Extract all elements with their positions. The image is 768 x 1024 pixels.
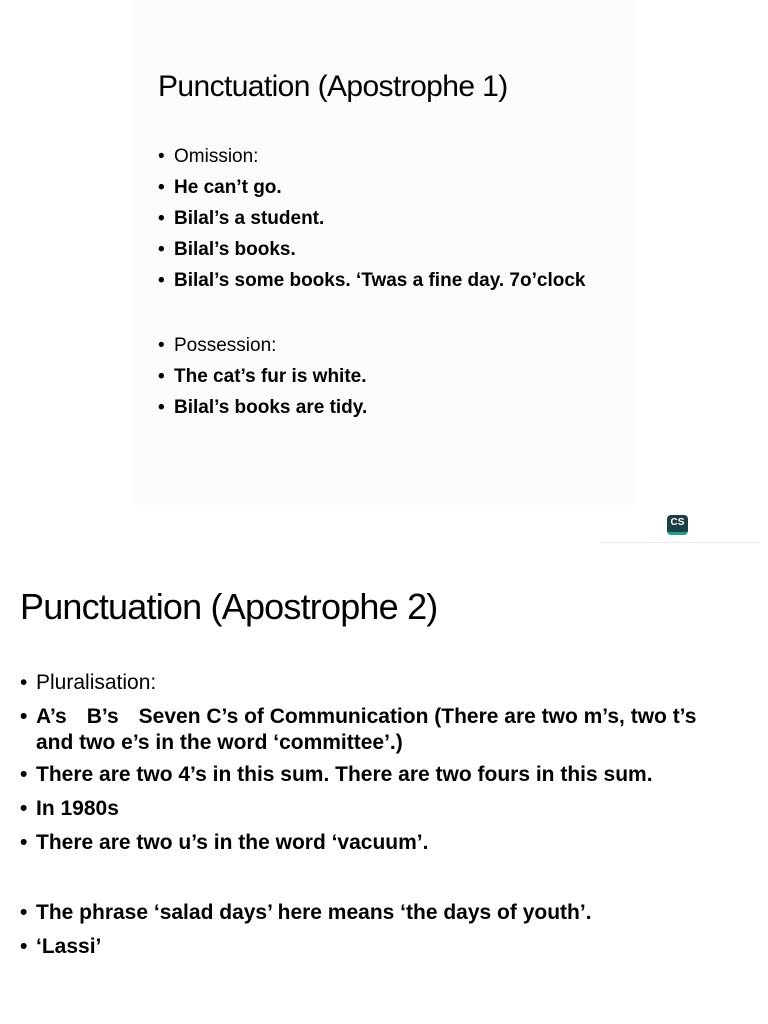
example-text: and two e’s in the word ‘committee’.)	[36, 731, 403, 754]
example-text: Bilal’s books.	[174, 239, 296, 260]
bullet-icon: •	[20, 935, 28, 958]
camscanner-logo-icon: CS	[667, 515, 688, 535]
list-item	[20, 762, 696, 788]
bullet-icon: •	[158, 270, 165, 291]
pluralisation-heading: Pluralisation:	[36, 671, 157, 694]
example-text: The cat’s fur is white.	[174, 366, 367, 387]
possession-list	[158, 332, 367, 425]
example-text: Bilal’s a student.	[174, 208, 325, 229]
example-text: A’s	[36, 705, 67, 728]
list-item	[20, 900, 592, 926]
list-item	[20, 830, 696, 856]
example-text: In 1980s	[36, 797, 119, 820]
omission-list	[158, 143, 585, 298]
list-item	[158, 143, 585, 174]
bullet-icon: •	[20, 671, 28, 694]
example-text: He can’t go.	[174, 177, 282, 198]
bullet-icon: •	[20, 831, 28, 854]
example-text: Seven C’s of Communication (There are two m’s, two t’s	[138, 705, 697, 728]
bullet-icon: •	[158, 146, 165, 167]
bullet-icon: •	[158, 335, 165, 356]
list-item	[158, 363, 367, 394]
example-text: B’s	[86, 705, 119, 728]
list-item	[20, 670, 696, 696]
possession-heading: Possession:	[174, 335, 277, 356]
list-item	[158, 394, 367, 425]
list-item	[20, 704, 696, 756]
list-item	[20, 796, 696, 822]
example-text: Bilal’s some books. ‘Twas a fine day. 7o’clock	[174, 270, 586, 291]
divider	[600, 542, 760, 543]
example-text: There are two 4’s in this sum. There are two fours in this sum.	[36, 763, 653, 786]
list-item	[158, 236, 585, 267]
bullet-icon: •	[158, 177, 165, 198]
slide-2-title: Punctuation (Apostrophe 2)	[20, 586, 438, 627]
bullet-icon: •	[20, 705, 28, 728]
slide-1-title: Punctuation (Apostrophe 1)	[158, 70, 508, 103]
list-item	[158, 205, 585, 236]
pluralisation-list	[20, 670, 696, 864]
bullet-icon: •	[158, 208, 165, 229]
example-text: There are two u’s in the word ‘vacuum’.	[36, 831, 429, 854]
omission-heading: Omission:	[174, 146, 259, 167]
bullet-icon: •	[20, 763, 28, 786]
bullet-icon: •	[158, 239, 165, 260]
list-item	[158, 174, 585, 205]
bullet-icon: •	[158, 366, 165, 387]
bullet-icon: •	[158, 397, 165, 418]
list-item	[20, 934, 592, 960]
example-text: Bilal’s books are tidy.	[174, 397, 368, 418]
bullet-icon: •	[20, 797, 28, 820]
example-text: ‘Lassi’	[36, 935, 102, 958]
example-text-multiline	[36, 704, 696, 756]
example-text: The phrase ‘salad days’ here means ‘the days of youth’.	[36, 901, 592, 924]
list-item	[158, 332, 367, 363]
extra-list	[20, 900, 592, 968]
list-item	[158, 267, 585, 298]
bullet-icon: •	[20, 901, 28, 924]
